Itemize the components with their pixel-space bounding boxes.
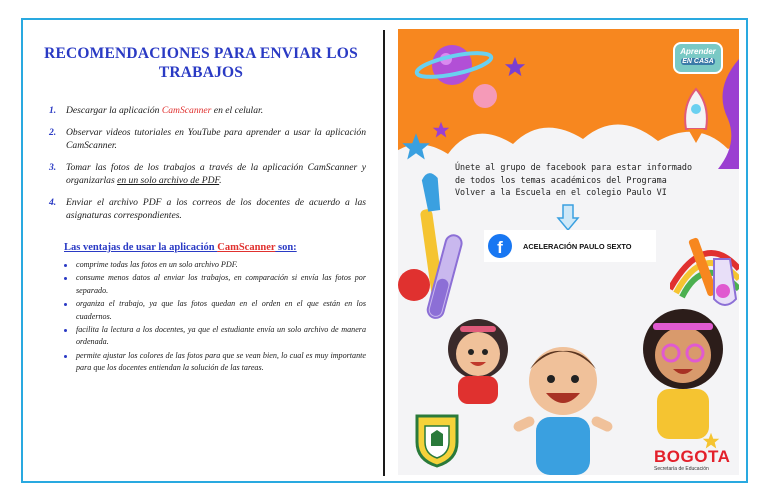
step-item — [36, 196, 366, 222]
step-item — [36, 161, 366, 187]
advantage-item: consume menos datos al enviar los trabajos, en comparación si envía las fotos por separado. — [36, 272, 366, 297]
steps-list — [36, 104, 366, 222]
school-crest-logo — [413, 412, 461, 468]
advantages-list — [36, 259, 366, 375]
advantages-heading-text: Las ventajas de usar la aplicación — [64, 242, 218, 253]
advantage-item: permite ajustar los colores de las fotos para que se vean bien, lo cual es muy importante para que los docentes entiendan la solución de las tareas. — [36, 350, 366, 375]
star-icon — [432, 121, 450, 139]
step-text: Tomar las fotos de los trabajos a través de la aplicación CamScanner y organizarlas — [66, 162, 366, 186]
step-text: Observar videos tutoriales en YouTube para aprender a usar la aplicación CamScanner. — [66, 127, 366, 151]
facebook-group-link[interactable] — [484, 230, 656, 262]
step-item — [36, 126, 366, 152]
apple-icon — [398, 251, 438, 311]
bogota-logo-subtitle: Secretaría de Educación — [654, 466, 709, 472]
star-icon — [504, 56, 526, 78]
step-text: Enviar el archivo PDF a los correos de los docentes de acuerdo a las asignaturas correspondientes. — [66, 197, 366, 221]
facebook-invitation-text: Únete al grupo de facebook para estar informado de todos los temas académicos del Programa Volver a la Escuela en el colegio Paulo VI — [455, 162, 692, 198]
page-title: RECOMENDACIONES PARA ENVIAR LOS TRABAJOS — [44, 45, 358, 81]
camscanner-name: CamScanner — [161, 105, 212, 116]
advantage-item: organiza el trabajo, ya que las fotos quedan en el orden en el que están en los cuadernos. — [36, 298, 366, 323]
star-icon — [401, 132, 431, 162]
step-number: 2. — [49, 127, 57, 138]
arrow-down-icon — [556, 204, 580, 232]
badge-line-1: Aprender — [680, 47, 716, 56]
advantages-heading — [64, 242, 366, 253]
step-text: . — [219, 175, 222, 186]
step-text: en el celular. — [211, 105, 264, 116]
facebook-group-name: ACELERACIÓN PAULO SEXTO — [523, 241, 632, 251]
promo-poster — [398, 29, 739, 475]
step-number: 4. — [49, 197, 57, 208]
advantages-heading-text: son: — [275, 242, 297, 253]
advantage-item: facilita la lectura a los docentes, ya que el estudiante envía un solo archivo de manera ordenada. — [36, 324, 366, 349]
step-number: 1. — [49, 105, 57, 116]
child-girl-right-illustration — [623, 299, 739, 439]
child-boy-center-illustration — [508, 329, 618, 475]
facebook-icon: f — [488, 234, 512, 258]
step-number: 3. — [49, 162, 57, 173]
purple-wave-shape — [708, 59, 739, 169]
column-divider — [383, 30, 385, 476]
ball-icon — [470, 81, 500, 111]
bogota-logo: BOGOTA — [654, 447, 731, 466]
step-item — [36, 104, 366, 117]
child-girl-left-illustration — [438, 304, 518, 404]
badge-line-2: EN CASA — [682, 58, 714, 65]
step-text: Descargar la aplicación — [66, 105, 162, 116]
camscanner-name: CamScanner — [217, 242, 276, 253]
advantage-item: comprime todas las fotos en un solo archivo PDF. — [36, 259, 366, 271]
pdf-emphasis: en un solo archivo de PDF — [117, 175, 220, 186]
recommendations-column — [36, 44, 366, 376]
